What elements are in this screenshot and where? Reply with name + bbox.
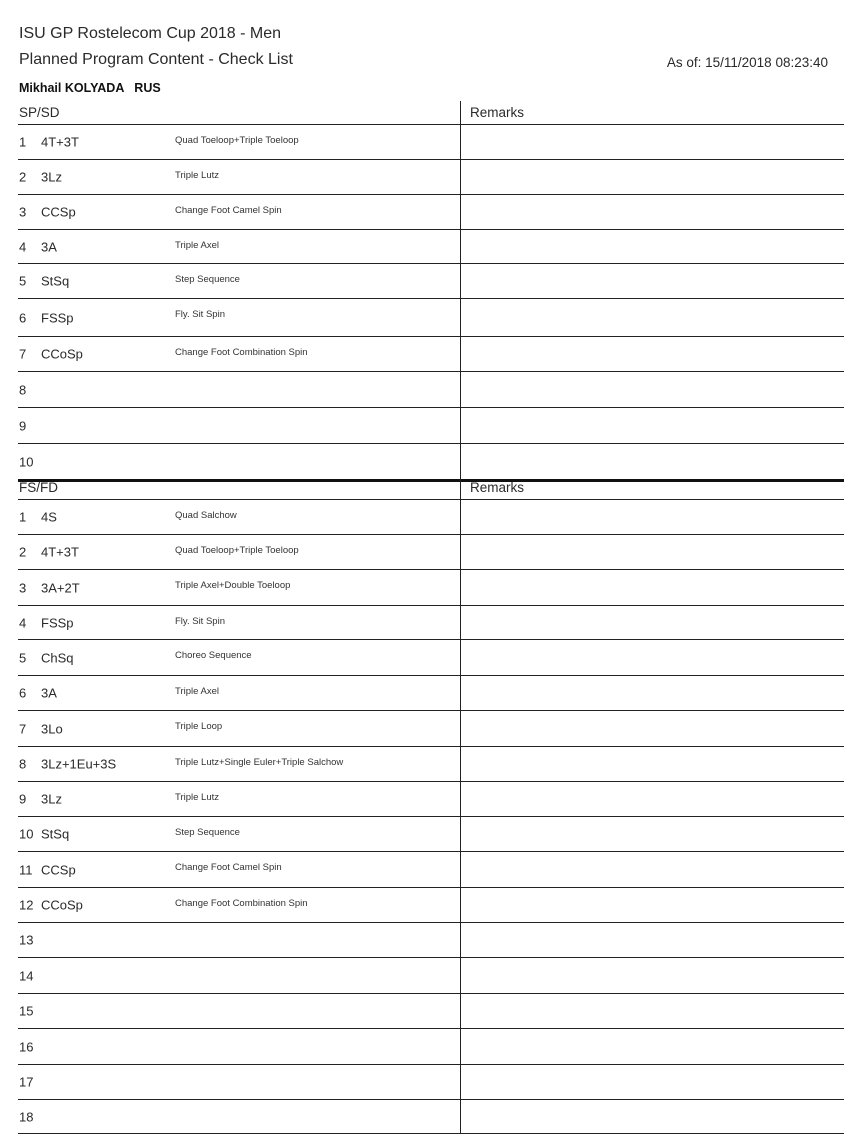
- element-row: [18, 676, 844, 711]
- remarks-cell: [460, 958, 844, 993]
- element-row: [18, 852, 844, 888]
- element-code: FSSp: [41, 310, 74, 325]
- element-row: [18, 160, 844, 195]
- short-program-header-row: [18, 101, 844, 125]
- element-code: 3A: [41, 685, 57, 701]
- element-code: StSq: [41, 273, 70, 289]
- remarks-cell: [460, 299, 844, 336]
- short-remarks-label: Remarks: [470, 105, 525, 120]
- element-number: 8: [19, 382, 27, 397]
- element-number: 9: [19, 418, 27, 433]
- element-row: [18, 230, 844, 264]
- remarks-cell: [460, 994, 844, 1028]
- element-number: 3: [19, 580, 27, 595]
- element-row: [18, 923, 844, 958]
- element-description: Quad Salchow: [175, 510, 237, 521]
- remarks-cell: [460, 923, 844, 957]
- element-description: Triple Lutz: [175, 170, 219, 181]
- element-row: [18, 500, 844, 535]
- element-number: 18: [19, 1109, 34, 1124]
- element-number: 1: [19, 509, 27, 525]
- element-row: [18, 535, 844, 570]
- remarks-cell: [460, 570, 844, 605]
- remarks-cell: [460, 535, 844, 569]
- element-row: [18, 125, 844, 160]
- element-number: 13: [19, 932, 34, 948]
- element-number: 4: [19, 239, 27, 254]
- element-description: Quad Toeloop+Triple Toeloop: [175, 545, 299, 556]
- element-description: Triple Axel: [175, 686, 219, 697]
- remarks-cell: [460, 852, 844, 887]
- element-number: 16: [19, 1039, 34, 1054]
- element-number: 2: [19, 169, 27, 185]
- remarks-cell: [460, 160, 844, 194]
- element-description: Fly. Sit Spin: [175, 309, 225, 320]
- element-description: Choreo Sequence: [175, 650, 252, 661]
- element-description: Change Foot Camel Spin: [175, 205, 282, 216]
- element-description: Step Sequence: [175, 274, 240, 285]
- element-number: 12: [19, 897, 34, 913]
- element-description: Triple Lutz: [175, 792, 219, 803]
- element-code: CCoSp: [41, 897, 83, 913]
- element-number: 2: [19, 544, 27, 560]
- element-row: [18, 195, 844, 230]
- element-row: [18, 747, 844, 782]
- free-program-table: [18, 472, 844, 1134]
- element-number: 6: [19, 310, 27, 325]
- element-code: 4S: [41, 509, 57, 525]
- element-number: 1: [19, 134, 27, 150]
- document-subtitle: Planned Program Content - Check List: [19, 51, 293, 68]
- element-number: 11: [19, 862, 33, 877]
- short-program-table: [18, 101, 844, 482]
- remarks-cell: [460, 747, 844, 781]
- remarks-cell: [460, 888, 844, 922]
- element-row: [18, 711, 844, 747]
- remarks-cell: [460, 676, 844, 710]
- element-number: 7: [19, 721, 27, 736]
- element-number: 15: [19, 1003, 34, 1019]
- remarks-cell: [460, 606, 844, 639]
- element-row: [18, 817, 844, 852]
- element-number: 10: [19, 454, 34, 469]
- element-number: 14: [19, 968, 34, 983]
- element-number: 6: [19, 685, 27, 701]
- event-title: ISU GP Rostelecom Cup 2018 - Men: [19, 25, 282, 42]
- element-row: [18, 958, 844, 994]
- free-program-label: FS/FD: [19, 480, 58, 495]
- element-code: 3A+2T: [41, 580, 80, 595]
- element-row: [18, 994, 844, 1029]
- element-number: 17: [19, 1074, 34, 1090]
- skater-name: Mikhail KOLYADA RUS: [19, 81, 161, 95]
- short-program-label: SP/SD: [19, 105, 60, 120]
- element-row: [18, 570, 844, 606]
- element-row: [18, 299, 844, 337]
- element-number: 8: [19, 756, 27, 772]
- remarks-cell: [460, 817, 844, 851]
- remarks-cell: [460, 711, 844, 746]
- remarks-cell: [460, 230, 844, 263]
- element-number: 9: [19, 791, 27, 807]
- element-number: 5: [19, 273, 27, 289]
- element-code: 3Lz: [41, 791, 62, 807]
- remarks-cell: [460, 337, 844, 371]
- element-number: 5: [19, 650, 27, 665]
- remarks-cell: [460, 125, 844, 159]
- element-description: Quad Toeloop+Triple Toeloop: [175, 135, 299, 146]
- free-remarks-label: Remarks: [470, 480, 525, 495]
- remarks-cell: [460, 1100, 844, 1133]
- element-number: 4: [19, 615, 27, 630]
- remarks-cell: [460, 1029, 844, 1064]
- element-row: [18, 372, 844, 408]
- element-description: Triple Axel: [175, 240, 219, 251]
- element-code: ChSq: [41, 650, 74, 665]
- element-code: CCSp: [41, 204, 76, 220]
- remarks-cell: [460, 640, 844, 675]
- remarks-cell: [460, 1065, 844, 1099]
- remarks-cell: [460, 264, 844, 298]
- remarks-cell: [460, 500, 844, 534]
- element-description: Fly. Sit Spin: [175, 616, 225, 627]
- element-code: 3Lz+1Eu+3S: [41, 756, 117, 772]
- element-row: [18, 640, 844, 676]
- as-of-timestamp: As of: 15/11/2018 08:23:40: [666, 55, 828, 70]
- element-description: Change Foot Combination Spin: [175, 898, 308, 909]
- element-number: 10: [19, 826, 34, 842]
- element-code: CCoSp: [41, 346, 83, 362]
- element-code: 3A: [41, 239, 57, 254]
- element-description: Triple Lutz+Single Euler+Triple Salchow: [175, 757, 344, 768]
- element-number: 7: [19, 346, 27, 362]
- element-description: Triple Loop: [175, 721, 223, 732]
- element-row: [18, 606, 844, 640]
- element-row: [18, 782, 844, 817]
- element-number: 3: [19, 204, 27, 220]
- element-description: Step Sequence: [175, 827, 240, 838]
- free-program-header-row: [18, 472, 844, 500]
- element-code: FSSp: [41, 615, 74, 630]
- element-row: [18, 888, 844, 923]
- remarks-cell: [460, 782, 844, 816]
- remarks-cell: [460, 408, 844, 443]
- element-description: Change Foot Combination Spin: [175, 347, 308, 358]
- element-row: [18, 337, 844, 372]
- element-row: [18, 1100, 844, 1134]
- element-description: Change Foot Camel Spin: [175, 862, 282, 873]
- element-row: [18, 1029, 844, 1065]
- remarks-cell: [460, 372, 844, 407]
- element-code: 4T+3T: [41, 134, 79, 150]
- remarks-cell: [460, 195, 844, 229]
- element-code: CCSp: [41, 862, 76, 877]
- element-row: [18, 1065, 844, 1100]
- element-description: Triple Axel+Double Toeloop: [175, 580, 291, 591]
- element-row: [18, 264, 844, 299]
- element-code: 4T+3T: [41, 544, 79, 560]
- element-code: 3Lz: [41, 169, 62, 185]
- element-row: [18, 408, 844, 444]
- element-code: 3Lo: [41, 721, 63, 736]
- element-code: StSq: [41, 826, 70, 842]
